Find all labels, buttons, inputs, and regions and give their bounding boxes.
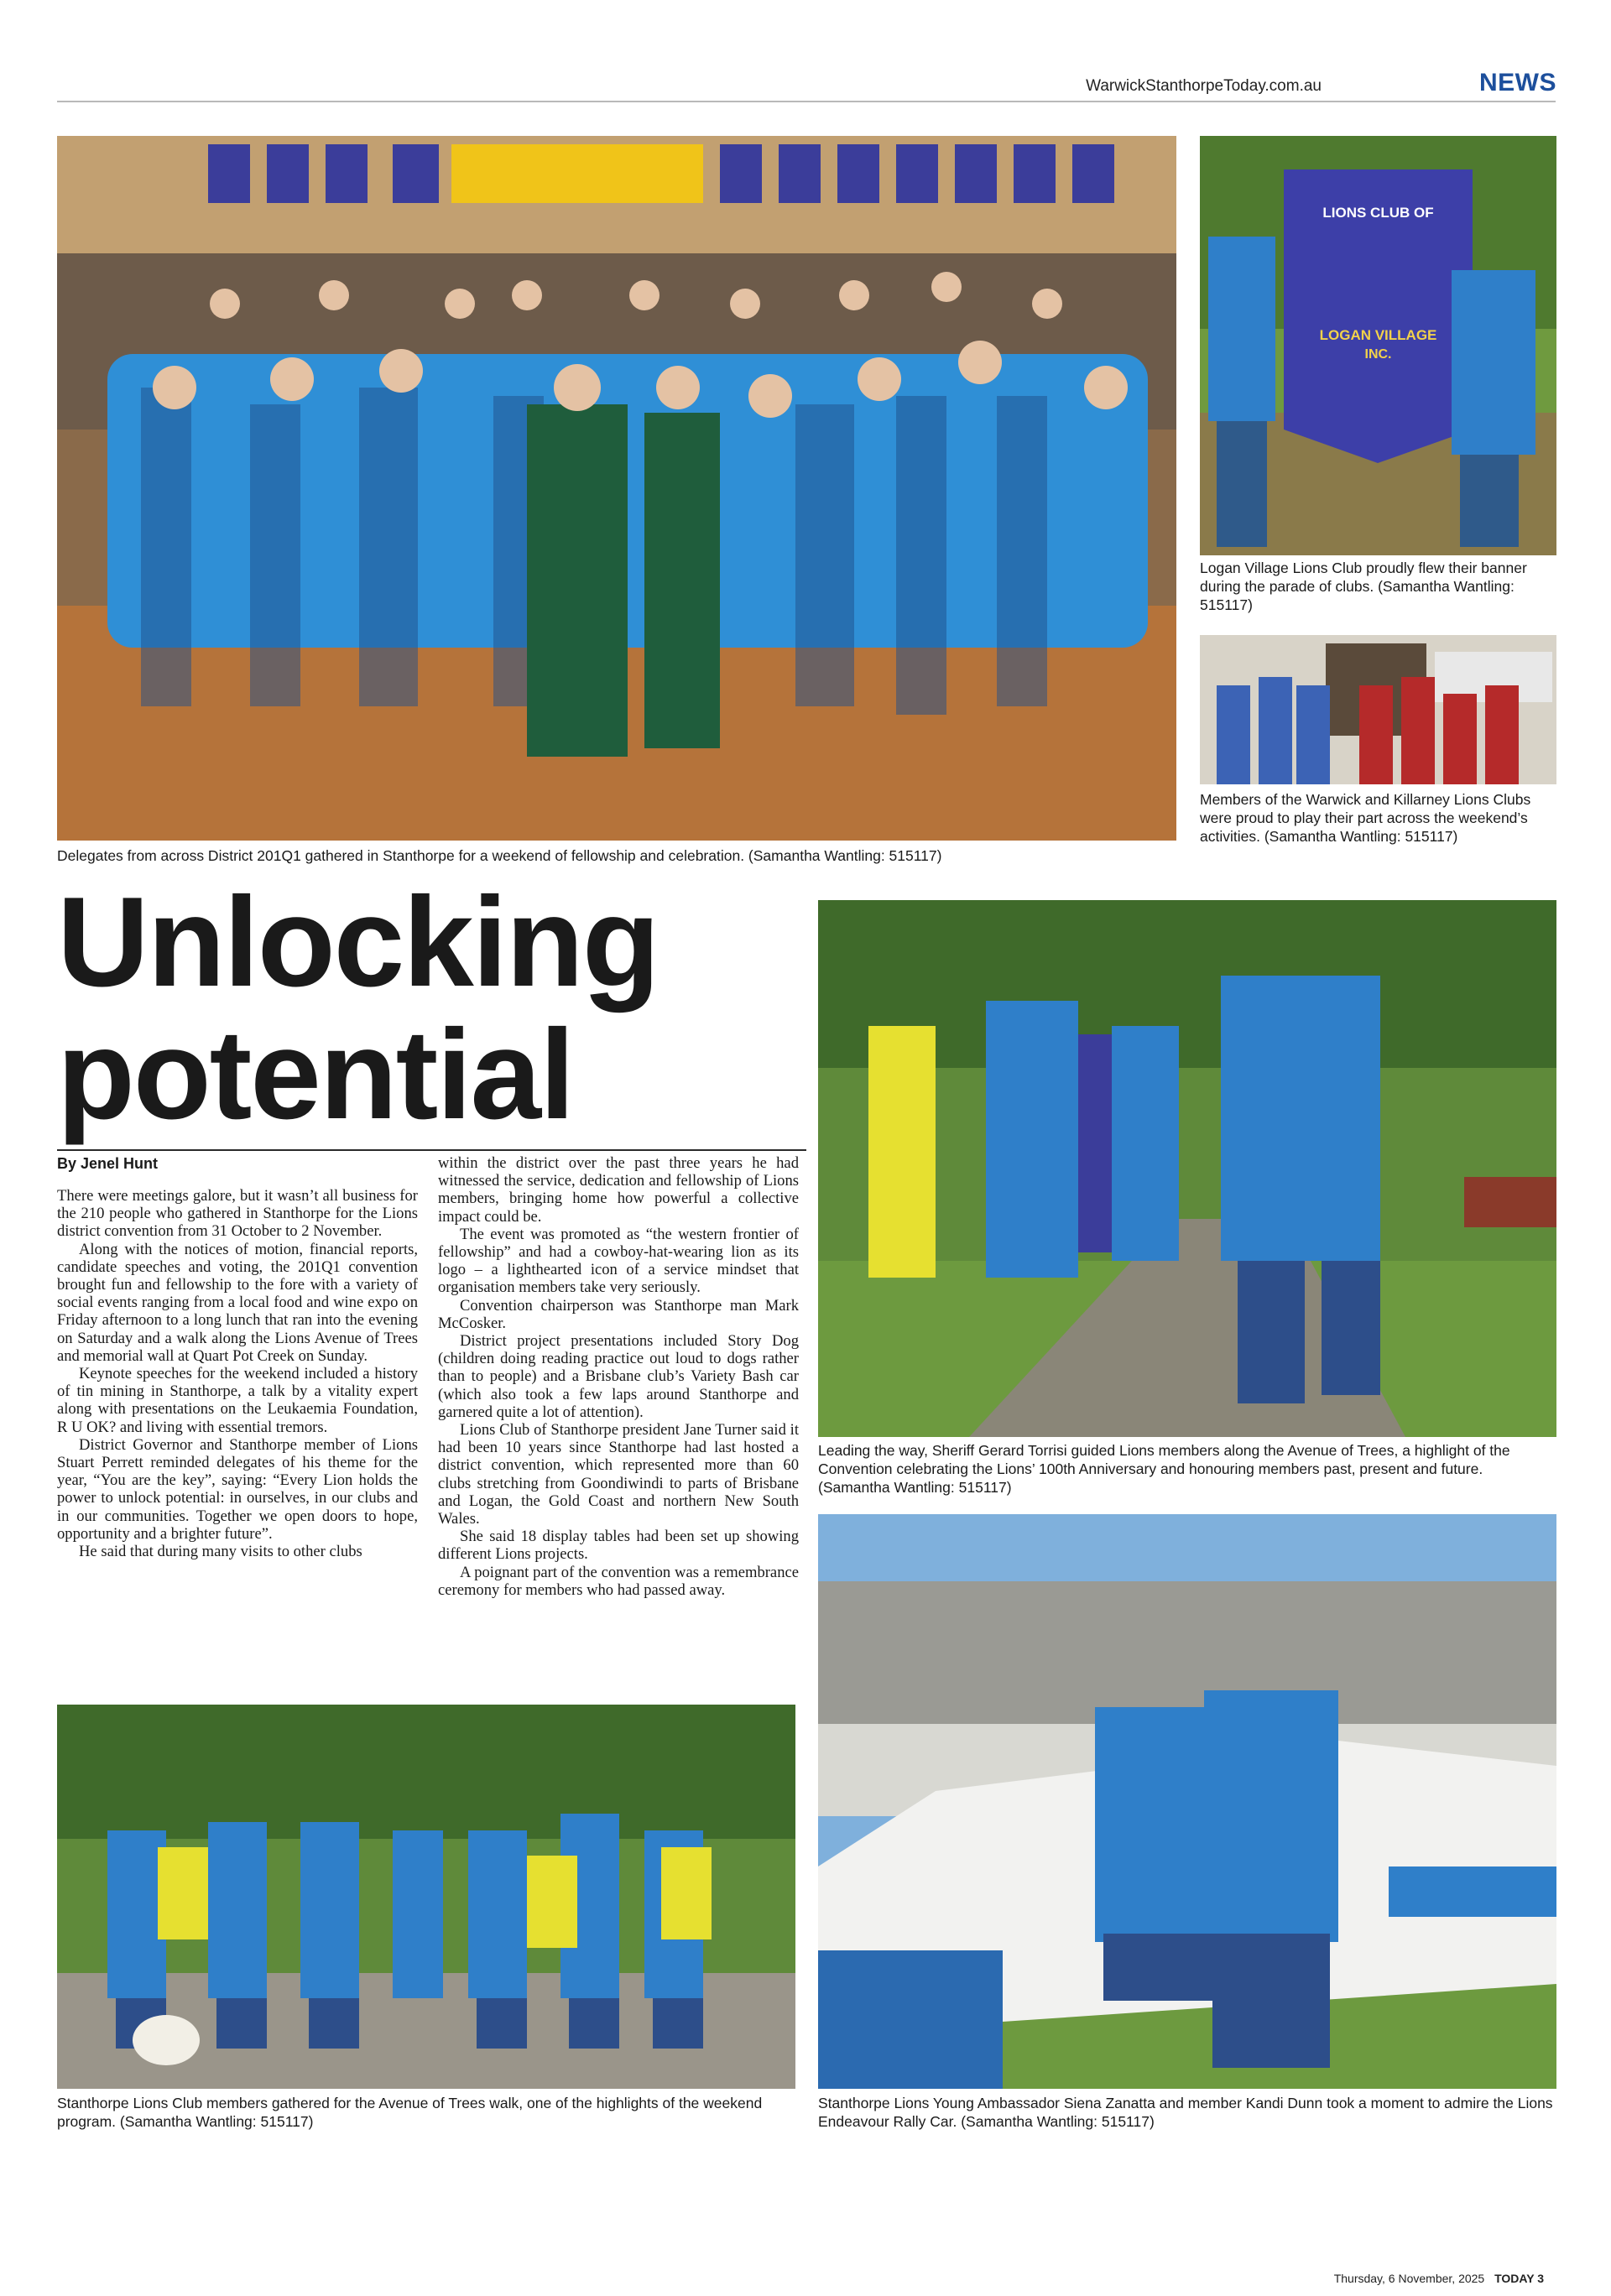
convention-hall-group-photo xyxy=(57,136,1176,841)
banner-parade-photo xyxy=(1200,136,1556,555)
avenue-walk-photo xyxy=(818,900,1556,1437)
article-column-1 xyxy=(57,1187,418,1560)
club-members-photo xyxy=(1200,635,1556,784)
article-paragraph: Keynote speeches for the weekend included a history of tin mining in Stanthorpe, a talk by a vitality expert along with presentations on the Leukaemia Foundation, R U OK? and living with essential tremors. xyxy=(57,1365,418,1436)
page-number: TODAY 3 xyxy=(1494,2272,1544,2285)
logan-photo-caption: Logan Village Lions Club proudly flew their banner during the parade of clubs. (Samantha Wantling: 515117) xyxy=(1200,560,1527,613)
article-paragraph: within the district over the past three years he had witnessed the service, dedication and fellowship of Lions members, bringing home how powerful a collective impact could be. xyxy=(438,1154,799,1226)
avenue-photo-caption: Leading the way, Sheriff Gerard Torrisi guided Lions members along the Avenue of Trees, a highlight of the Convention celebrating the Lions’ 100th Anniversary and honouring members past, present and future. (Samantha Wantling: 515117) xyxy=(818,1442,1510,1496)
headline xyxy=(57,871,812,1146)
article-paragraph: Along with the notices of motion, financial reports, candidate speeches and voting, the 201Q1 convention brought fun and fellowship to the fore with a variety of social events ranging from a local food and wine expo on Friday afternoon to a long lunch that ran into the evening on Saturday and a walk along the Lions Avenue of Trees and memorial wall at Quart Pot Creek on Sunday. xyxy=(57,1240,418,1365)
article-paragraph: Convention chairperson was Stanthorpe man Mark McCosker. xyxy=(438,1296,799,1332)
stanthorpe-photo-caption: Stanthorpe Lions Club members gathered for the Avenue of Trees walk, one of the highlights of the weekend program. (Samantha Wantling: 515117) xyxy=(57,2095,763,2130)
article-paragraph: There were meetings galore, but it wasn’t all business for the 210 people who gathered in Stanthorpe for the Lions district convention from 31 October to 2 November. xyxy=(57,1187,418,1241)
article-paragraph: She said 18 display tables had been set up showing different Lions projects. xyxy=(438,1528,799,1564)
article-paragraph: A poignant part of the convention was a remembrance ceremony for members who had passed away. xyxy=(438,1563,799,1599)
banner-text-line1: LIONS CLUB OF xyxy=(1322,205,1434,221)
headline-rule xyxy=(57,1149,806,1151)
footer-date: Thursday, 6 November, 2025 xyxy=(1333,2272,1485,2285)
rally-car-photo xyxy=(818,1514,1556,2089)
article-paragraph: District Governor and Stanthorpe member of Lions Stuart Perrett reminded delegates of his theme for the year, “You are the key”, saying: “Every Lion holds the power to unlock potential: in ourselves, in our clubs and in our communities. Together we open doors to hope, opportunity and a brighter future”. xyxy=(57,1435,418,1543)
headline-line-2: potential xyxy=(57,1003,574,1146)
banner-text-line3: INC. xyxy=(1364,347,1392,362)
article-paragraph: Lions Club of Stanthorpe president Jane Turner said it had been 10 years since Stanthorpe had last hosted a district convention, which represented more than 60 clubs stretching from Goondiwindi to parts of Brisbane and Logan, the Gold Coast and northern New South Wales. xyxy=(438,1421,799,1528)
section-label: NEWS xyxy=(1479,69,1556,96)
group-outdoor-photo xyxy=(57,1705,795,2089)
header-rule xyxy=(57,101,1556,102)
article-column-2 xyxy=(438,1154,799,1599)
rally-photo-caption: Stanthorpe Lions Young Ambassador Siena Zanatta and member Kandi Dunn took a moment to admire the Lions Endeavour Rally Car. (Samantha Wantling: 515117) xyxy=(818,2095,1553,2130)
banner-text-line2: LOGAN VILLAGE xyxy=(1319,327,1437,343)
headline-line-1: Unlocking xyxy=(57,871,659,1013)
article-paragraph: The event was promoted as “the western frontier of fellowship” and had a cowboy-hat-wearing lion as its logo – a lighthearted icon of a service mindset that organisation members take very seriously. xyxy=(438,1225,799,1297)
article-paragraph: He said that during many visits to other clubs xyxy=(79,1543,362,1561)
main-photo-caption: Delegates from across District 201Q1 gathered in Stanthorpe for a weekend of fellowship and celebration. (Samantha Wantling: 515117) xyxy=(57,847,942,864)
site-url: WarwickStanthorpeToday.com.au xyxy=(1086,77,1322,95)
article-paragraph: District project presentations included Story Dog (children doing reading practice out loud to dogs rather than to people) and a Brisbane club’s Variety Bash car (which also took a few laps around Stanthorpe and garnered quite a lot of attention). xyxy=(438,1332,799,1421)
byline: By Jenel Hunt xyxy=(57,1155,159,1172)
footer xyxy=(1334,2272,1544,2285)
warwick-photo-caption: Members of the Warwick and Killarney Lions Clubs were proud to play their part across the weekend’s activities. (Samantha Wantling: 515117) xyxy=(1200,791,1531,845)
